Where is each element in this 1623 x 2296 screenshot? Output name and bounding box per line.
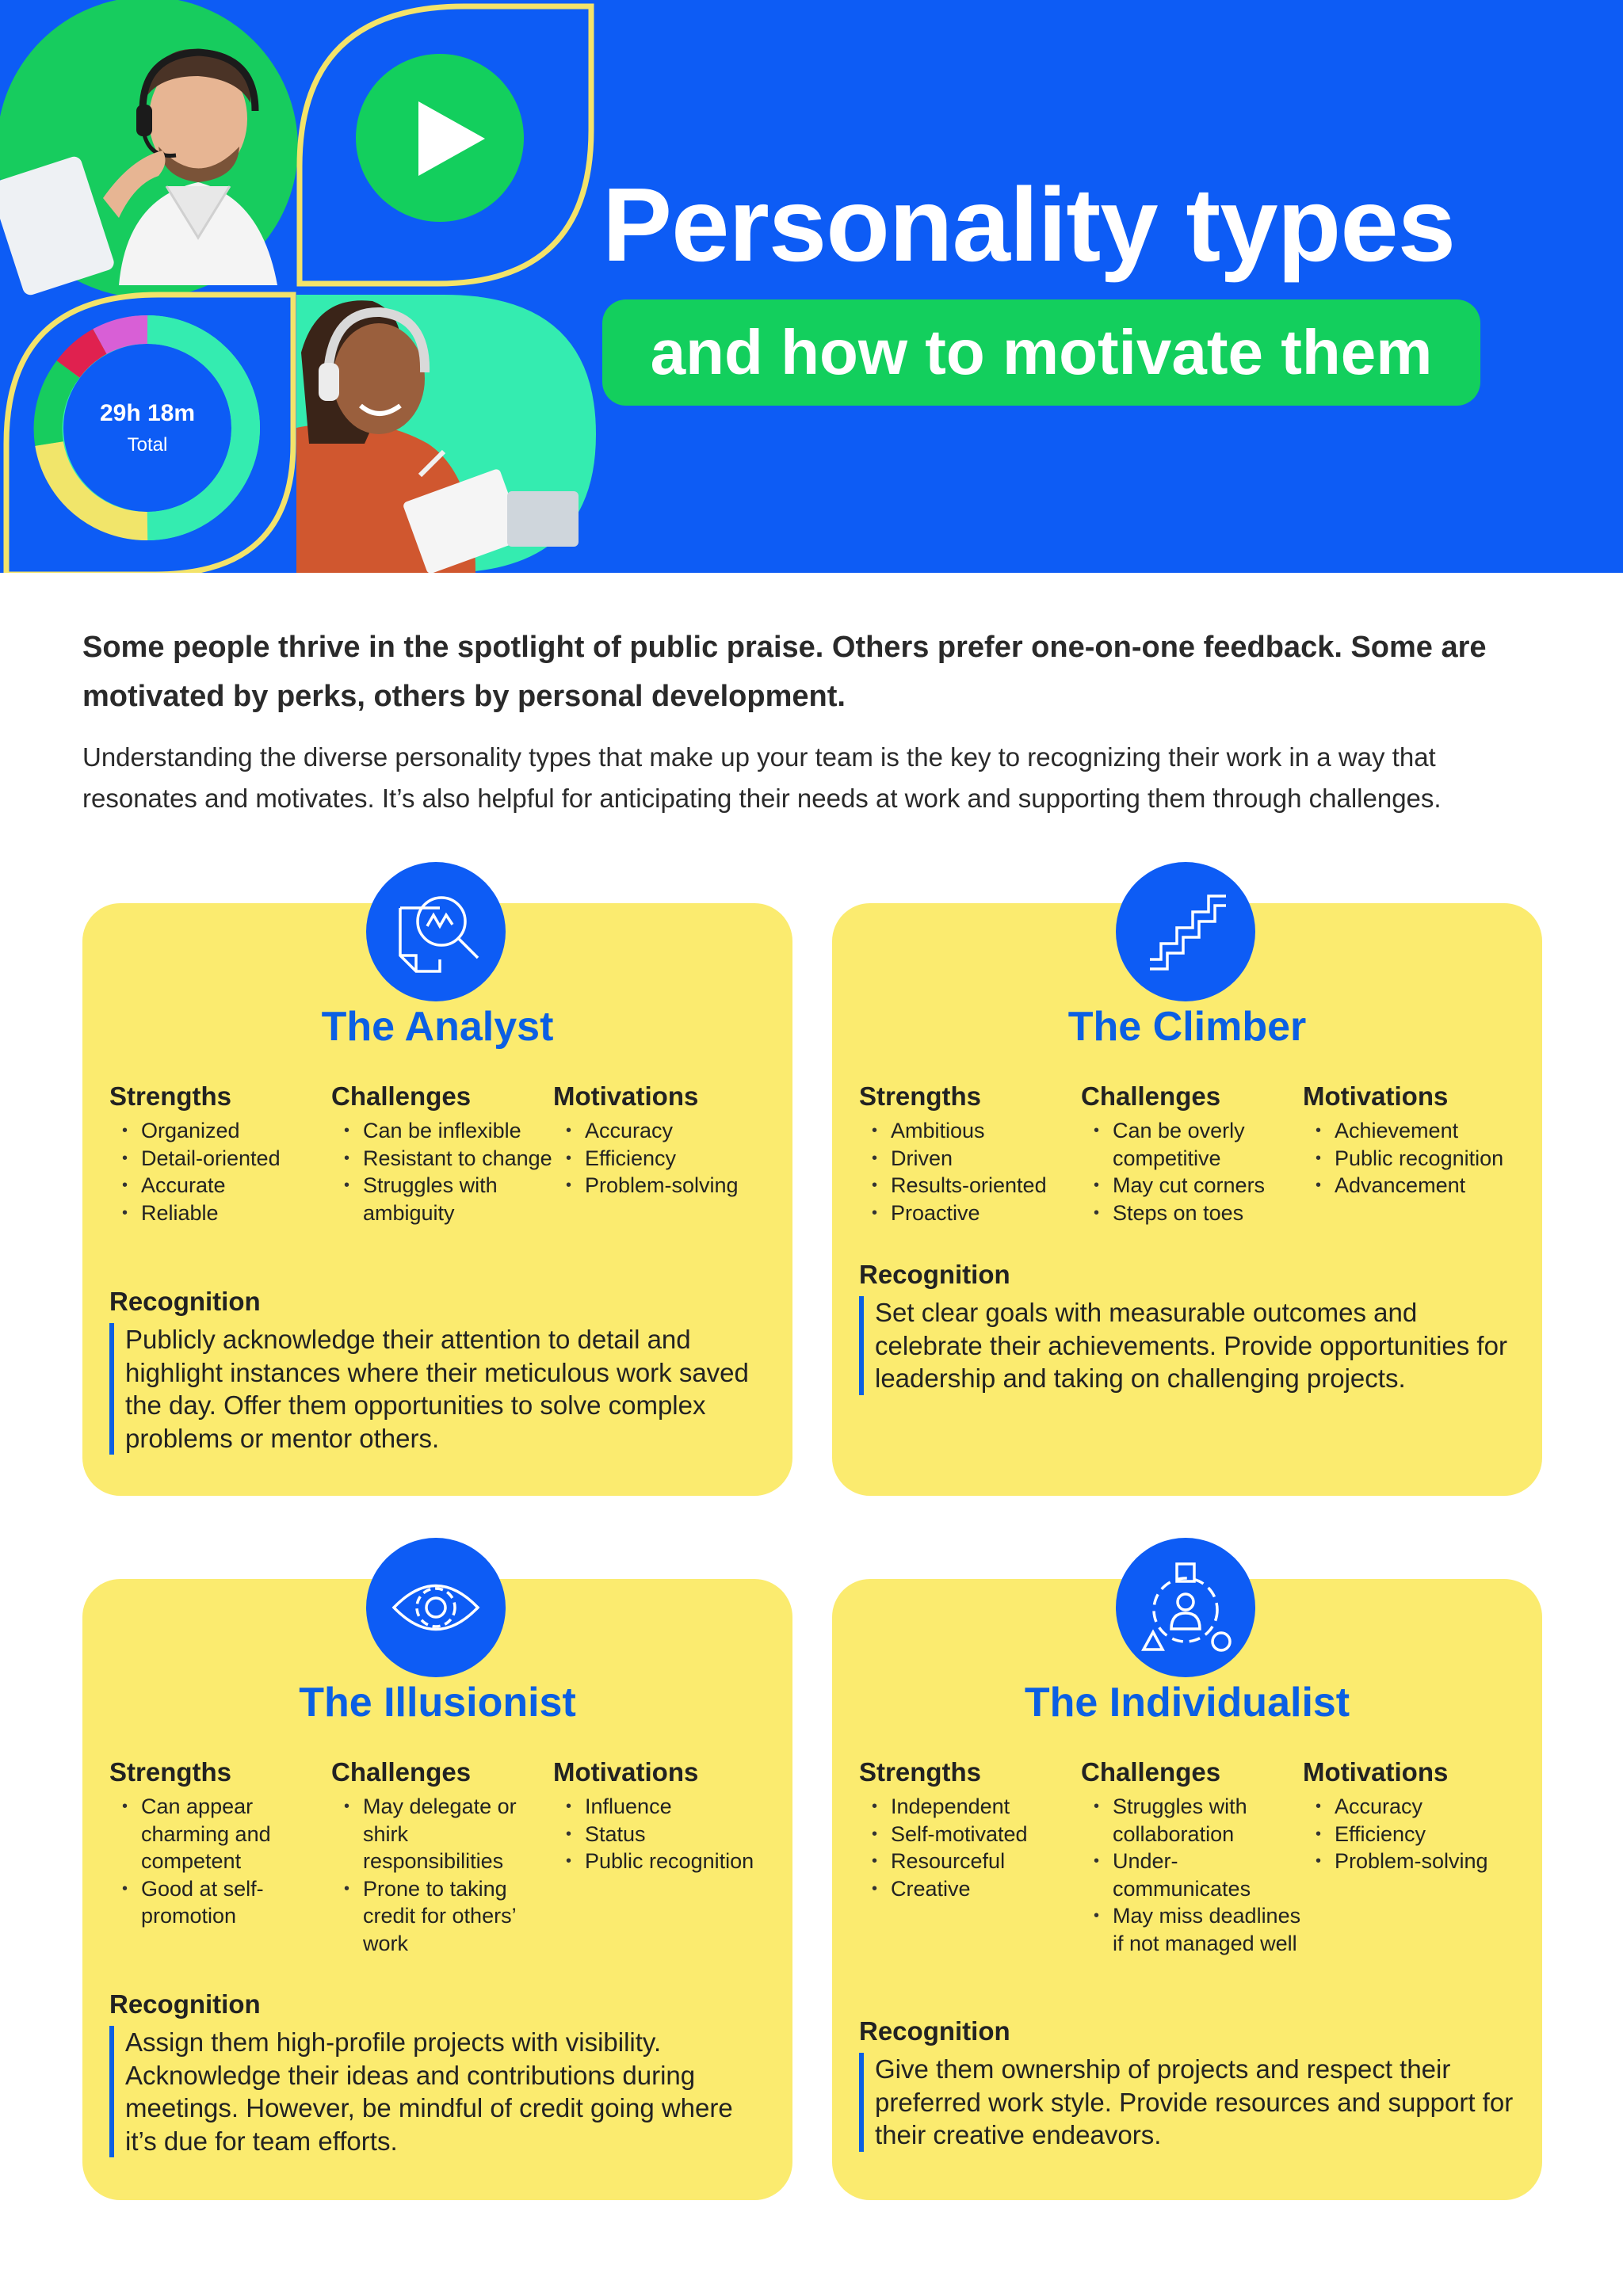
list-item: • Achievement (1303, 1117, 1525, 1145)
list-item: • Creative (859, 1875, 1081, 1903)
list-item: • Self-motivated (859, 1821, 1081, 1848)
list-item: • Struggles with ambiguity (331, 1172, 553, 1226)
hero-banner (0, 0, 1623, 573)
list-item: • Detail-oriented (109, 1145, 331, 1173)
donut-label: Total (127, 434, 168, 456)
list-item: • Ambitious (859, 1117, 1081, 1145)
recognition-heading: Recognition (109, 1989, 261, 2019)
list-item: • Problem-solving (1303, 1848, 1525, 1875)
strengths-heading: Strengths (859, 1757, 982, 1787)
intro-lead: Some people thrive in the spotlight of public praise. Others prefer one-on-one feedback. Some are motivated by perks, others by personal development. (82, 631, 1487, 713)
list-item: • May cut corners (1081, 1172, 1303, 1199)
challenges-column (331, 1755, 553, 1957)
recognition-heading: Recognition (859, 1260, 1010, 1289)
card-climber (832, 903, 1542, 1496)
strengths-column (859, 1755, 1081, 1957)
list-item: • Organized (109, 1117, 331, 1145)
stairs-icon (1116, 862, 1255, 1001)
challenges-heading: Challenges (1081, 1757, 1221, 1787)
eye-icon (366, 1538, 506, 1677)
challenges-heading: Challenges (331, 1757, 472, 1787)
card-title: The Climber (1067, 1004, 1307, 1050)
list-item: • May miss deadlines if not managed well (1081, 1902, 1303, 1957)
card-title: The Analyst (321, 1004, 554, 1050)
list-item: • Public recognition (553, 1848, 775, 1875)
list-item: • Can appear charming and competent (109, 1793, 331, 1875)
man-with-headset-photo (0, 0, 298, 298)
list-item: • Proactive (859, 1199, 1081, 1227)
list-item: • Good at self-promotion (109, 1875, 331, 1930)
card-analyst (82, 903, 792, 1496)
list-item: • Accuracy (553, 1117, 775, 1145)
motivations-heading: Motivations (553, 1081, 699, 1111)
list-item: • Resourceful (859, 1848, 1081, 1875)
list-item: • Independent (859, 1793, 1081, 1821)
list-item: • Public recognition (1303, 1145, 1525, 1173)
strengths-column (109, 1755, 331, 1957)
motivations-column (1303, 1755, 1525, 1957)
recognition-text: Publicly acknowledge their attention to detail and highlight instances where their meticulous work saved the day. Offer them opportunities to solve complex problems or mentor others. (109, 1323, 767, 1455)
list-item: • Resistant to change (331, 1145, 553, 1173)
motivations-column (553, 1079, 775, 1226)
recognition-text: Set clear goals with measurable outcomes and celebrate their achievements. Provide opportunities for leadership and taking on challenging projects. (859, 1296, 1517, 1395)
strengths-heading: Strengths (109, 1081, 232, 1111)
page-subtitle: and how to motivate them (602, 299, 1480, 406)
card-columns (109, 1079, 775, 1226)
list-item: • Results-oriented (859, 1172, 1081, 1199)
strengths-column (859, 1079, 1081, 1226)
list-item: • Influence (553, 1793, 775, 1821)
list-item: • Problem-solving (553, 1172, 775, 1199)
list-item: • May delegate or shirk responsibilities (331, 1793, 553, 1875)
card-title: The Illusionist (299, 1680, 576, 1726)
motivations-column (553, 1755, 775, 1957)
card-illusionist (82, 1579, 792, 2200)
play-leaf (300, 6, 591, 284)
challenges-column (1081, 1755, 1303, 1957)
list-item: • Advancement (1303, 1172, 1525, 1199)
challenges-heading: Challenges (331, 1081, 472, 1111)
magnifier-chart-icon (366, 862, 506, 1001)
woman-with-headphones-photo (296, 295, 596, 573)
motivations-heading: Motivations (1303, 1081, 1449, 1111)
card-title: The Individualist (1024, 1680, 1350, 1726)
intro-body: Understanding the diverse personality types that make up your team is the key to recognizing their work in a way that resonates and motivates. It’s also helpful for anticipating their needs at work and supporting them through challenges. (82, 742, 1442, 813)
challenges-heading: Challenges (1081, 1081, 1221, 1111)
list-item: • Reliable (109, 1199, 331, 1227)
list-item: • Driven (859, 1145, 1081, 1173)
challenges-column (331, 1079, 553, 1226)
list-item: • Struggles with collaboration (1081, 1793, 1303, 1848)
list-item: • Can be overly competitive (1081, 1117, 1303, 1172)
list-item: • Accuracy (1303, 1793, 1525, 1821)
card-columns (109, 1755, 775, 1957)
card-individualist (832, 1579, 1542, 2200)
recognition-heading: Recognition (109, 1287, 261, 1316)
hero-collage (0, 0, 602, 573)
page-title: Personality types (602, 166, 1456, 283)
list-item: • Can be inflexible (331, 1117, 553, 1145)
list-item: • Steps on toes (1081, 1199, 1303, 1227)
motivations-heading: Motivations (553, 1757, 699, 1787)
list-item: • Efficiency (553, 1145, 775, 1173)
strengths-heading: Strengths (859, 1081, 982, 1111)
list-item: • Accurate (109, 1172, 331, 1199)
list-item: • Efficiency (1303, 1821, 1525, 1848)
strengths-column (109, 1079, 331, 1226)
motivations-column (1303, 1079, 1525, 1226)
challenges-column (1081, 1079, 1303, 1226)
card-columns (859, 1755, 1525, 1957)
person-shapes-icon (1116, 1538, 1255, 1677)
list-item: • Prone to taking credit for others’ work (331, 1875, 553, 1958)
list-item: • Under-communicates (1081, 1848, 1303, 1902)
list-item: • Status (553, 1821, 775, 1848)
strengths-heading: Strengths (109, 1757, 232, 1787)
donut-value: 29h 18m (99, 400, 196, 426)
card-columns (859, 1079, 1525, 1226)
recognition-text: Give them ownership of projects and respect their preferred work style. Provide resources and support for their creative endeavors. (859, 2053, 1517, 2152)
recognition-heading: Recognition (859, 2016, 1010, 2046)
motivations-heading: Motivations (1303, 1757, 1449, 1787)
recognition-text: Assign them high-profile projects with visibility. Acknowledge their ideas and contributions during meetings. However, be mindful of credit going where it’s due for team efforts. (109, 2026, 767, 2157)
